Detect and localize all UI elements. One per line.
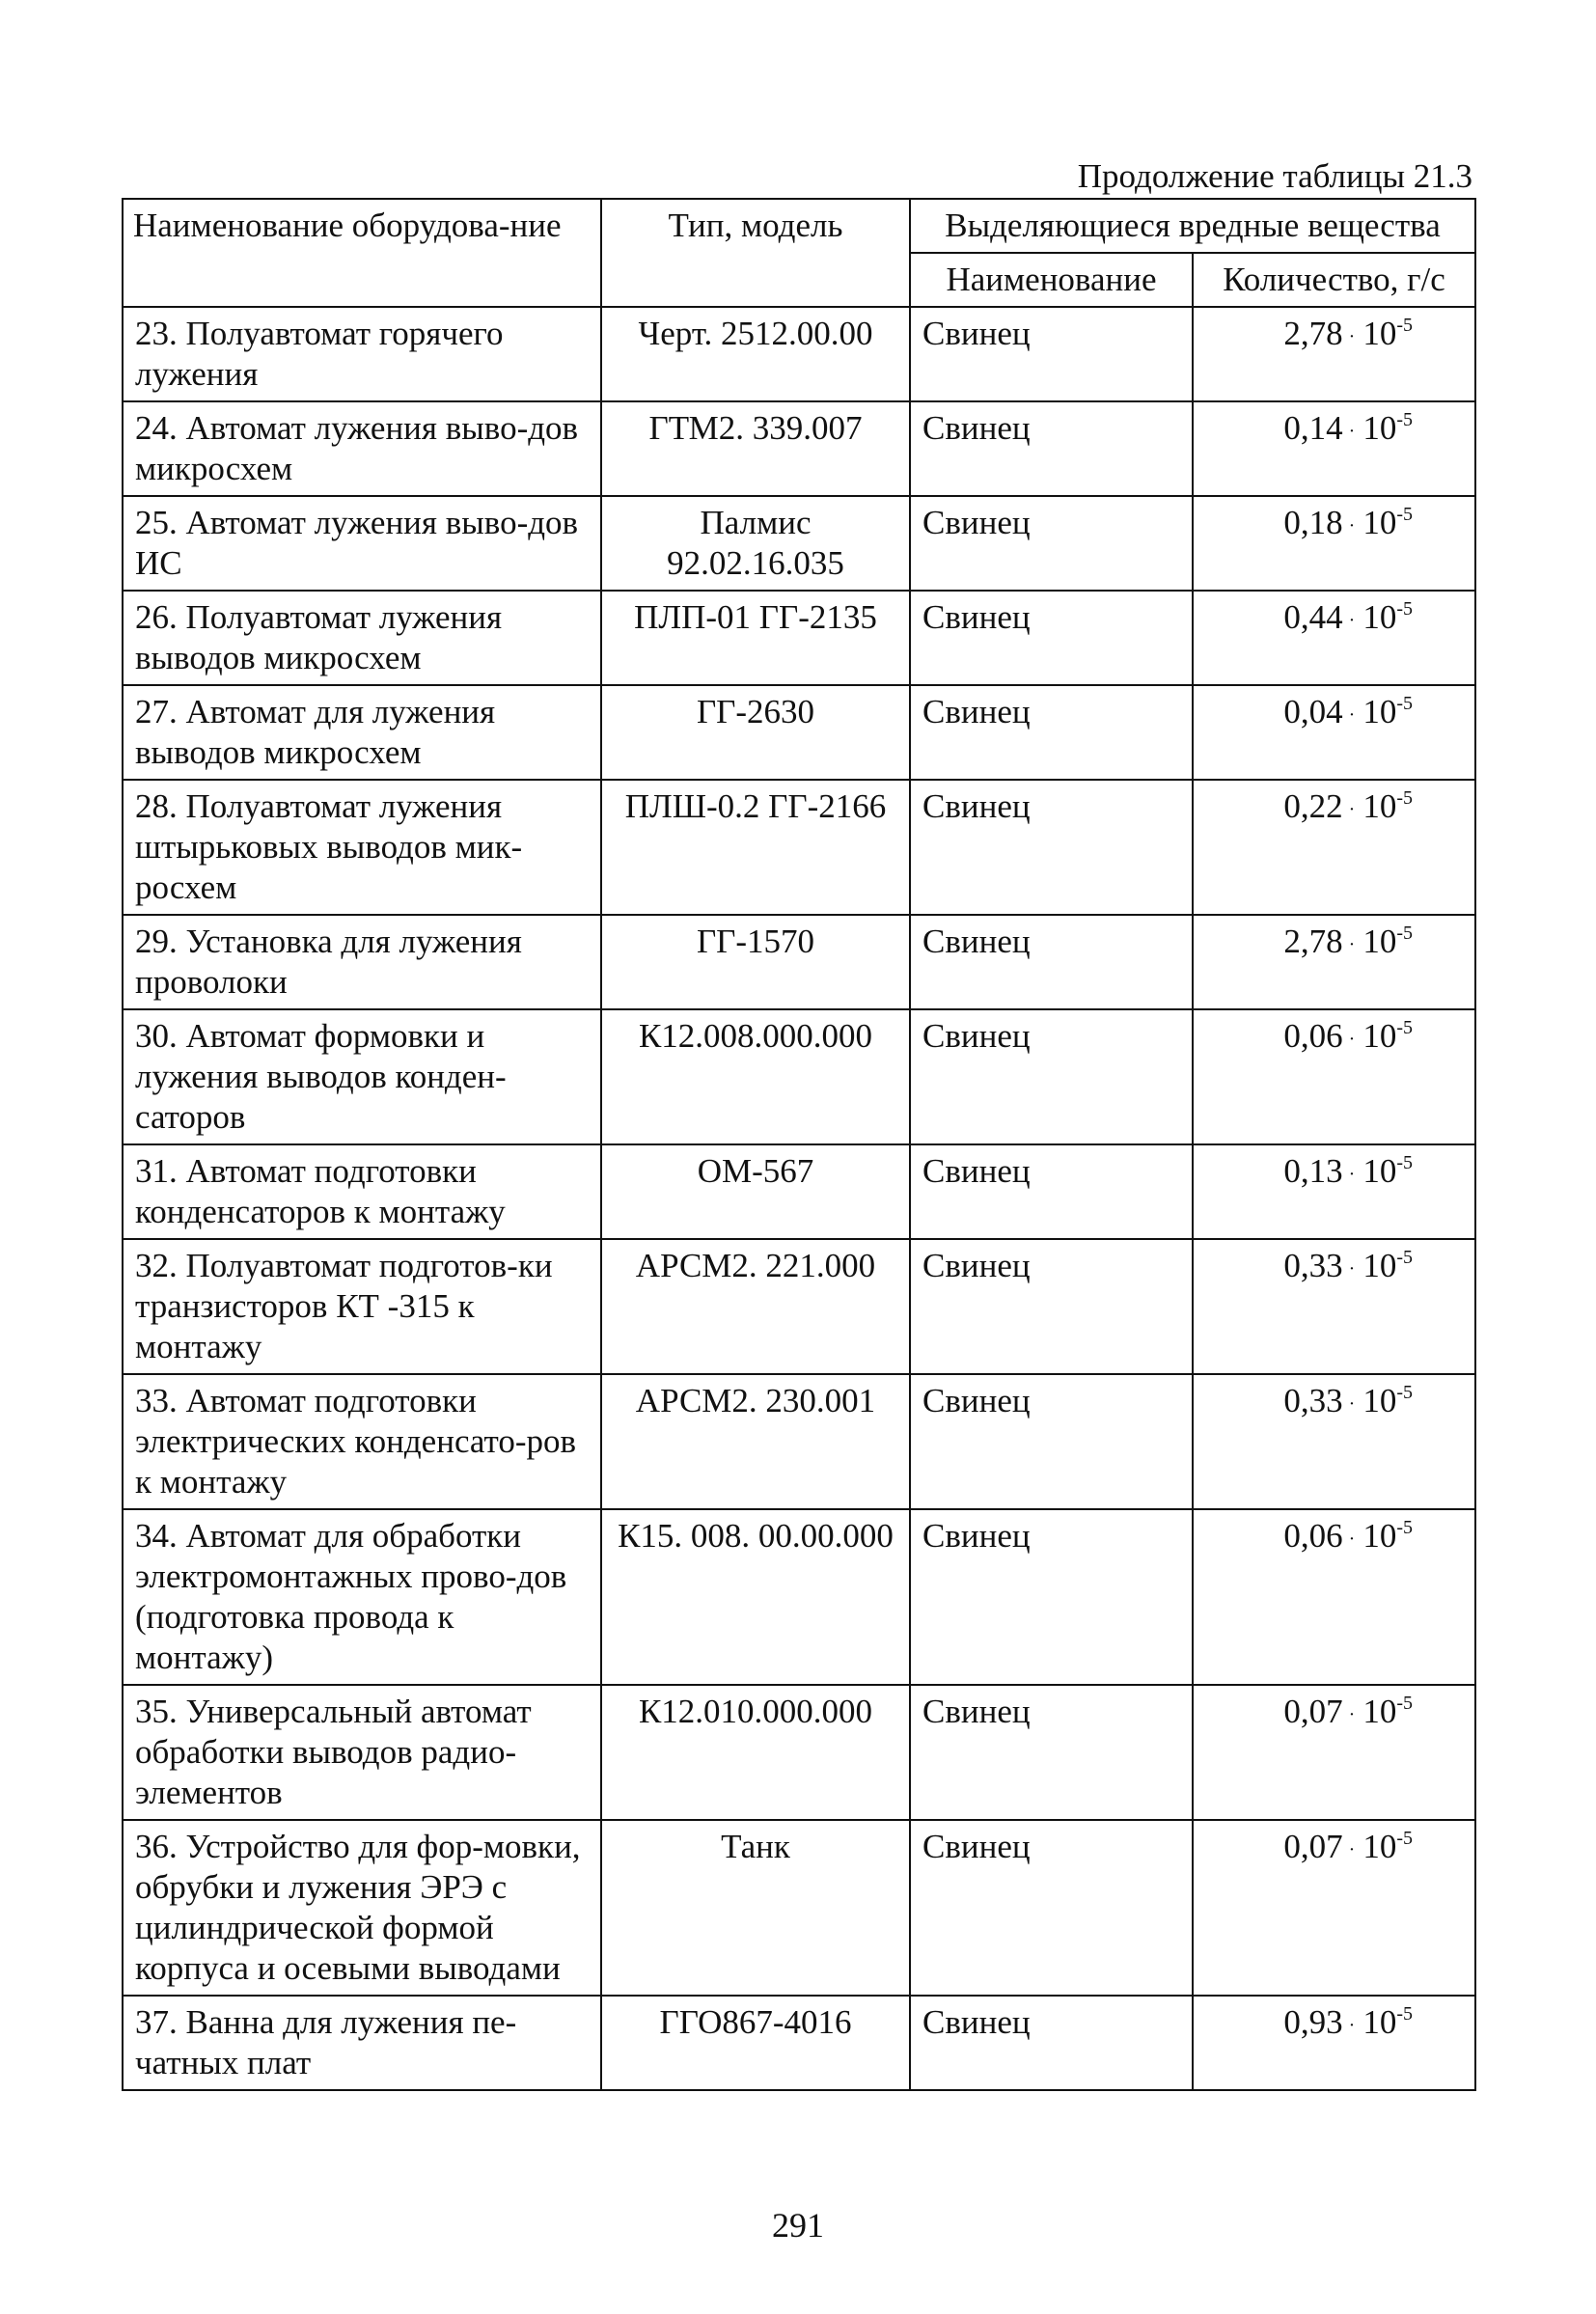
type-model-cell: АРСМ2. 221.000 (601, 1239, 910, 1374)
quantity-cell (1193, 401, 1475, 496)
power-base: 10 (1362, 1693, 1397, 1730)
power-exponent: -5 (1396, 598, 1413, 620)
quantity-cell (1193, 1144, 1475, 1239)
type-model-cell: ГГО867-4016 (601, 1996, 910, 2090)
table-row (123, 591, 1475, 685)
table-row (123, 1239, 1475, 1374)
table-row (123, 685, 1475, 780)
power-base: 10 (1362, 1247, 1397, 1284)
power-base: 10 (1362, 1828, 1397, 1865)
table-row (123, 1996, 1475, 2090)
substance-name-cell: Свинец (910, 1996, 1193, 2090)
equipment-name-cell: 35. Универсальный автомат обработки выводов радио-элементов (123, 1685, 601, 1820)
substance-name-cell: Свинец (910, 307, 1193, 401)
table-row (123, 1374, 1475, 1509)
equipment-name-cell: 37. Ванна для лужения пе-чатных плат (123, 1996, 601, 2090)
quantity-value: 0,04 (1283, 693, 1343, 730)
header-quantity: Количество, г/с (1193, 253, 1475, 307)
quantity-cell (1193, 1685, 1475, 1820)
quantity-cell (1193, 496, 1475, 591)
power-exponent: -5 (1396, 1693, 1413, 1714)
quantity-cell (1193, 1374, 1475, 1509)
type-model-cell: К12.010.000.000 (601, 1685, 910, 1820)
multiply-dot: · (1348, 514, 1356, 537)
power-base: 10 (1362, 923, 1397, 960)
equipment-name-cell: 31. Автомат подготовки конденсаторов к монтажу (123, 1144, 601, 1239)
type-model-cell: ПЛП-01 ГГ-2135 (601, 591, 910, 685)
power-base: 10 (1362, 598, 1397, 636)
quantity-value: 0,14 (1283, 409, 1343, 447)
power-base: 10 (1362, 2003, 1397, 2041)
equipment-name-cell: 25. Автомат лужения выво-дов ИС (123, 496, 601, 591)
type-model-cell: ПЛШ-0.2 ГГ-2166 (601, 780, 910, 915)
equipment-name-cell: 28. Полуавтомат лужения штырьковых выводов мик-росхем (123, 780, 601, 915)
substance-name-cell: Свинец (910, 496, 1193, 591)
power-base: 10 (1362, 504, 1397, 541)
quantity-cell (1193, 1009, 1475, 1144)
power-exponent: -5 (1396, 1247, 1413, 1268)
power-base: 10 (1362, 693, 1397, 730)
table-row (123, 1009, 1475, 1144)
power-exponent: -5 (1396, 1517, 1413, 1538)
substance-name-cell: Свинец (910, 1009, 1193, 1144)
power-base: 10 (1362, 787, 1397, 825)
quantity-cell (1193, 1820, 1475, 1996)
page-number: 291 (772, 2206, 824, 2245)
quantity-cell (1193, 1239, 1475, 1374)
table-row (123, 1144, 1475, 1239)
power-exponent: -5 (1396, 1382, 1413, 1403)
table-row (123, 1820, 1475, 1996)
power-exponent: -5 (1396, 1828, 1413, 1849)
header-equipment-name: Наименование оборудова-ние (123, 199, 601, 307)
power-exponent: -5 (1396, 315, 1413, 336)
quantity-value: 2,78 (1283, 315, 1343, 352)
substance-name-cell: Свинец (910, 1820, 1193, 1996)
equipment-name-cell: 34. Автомат для обработки электромонтажных прово-дов (подготовка провода к монтажу) (123, 1509, 601, 1685)
power-exponent: -5 (1396, 409, 1413, 430)
multiply-dot: · (1348, 1838, 1356, 1860)
power-base: 10 (1362, 1017, 1397, 1055)
equipment-name-cell: 26. Полуавтомат лужения выводов микросхем (123, 591, 601, 685)
table-caption: Продолжение таблицы 21.3 (1077, 157, 1472, 195)
quantity-cell (1193, 591, 1475, 685)
quantity-value: 0,07 (1283, 1693, 1343, 1730)
power-exponent: -5 (1396, 693, 1413, 714)
equipment-name-cell: 29. Установка для лужения проволоки (123, 915, 601, 1009)
type-model-cell: ГТМ2. 339.007 (601, 401, 910, 496)
table-row (123, 780, 1475, 915)
table-row (123, 401, 1475, 496)
multiply-dot: · (1348, 933, 1356, 955)
multiply-dot: · (1348, 1528, 1356, 1550)
equipment-emissions-table (122, 198, 1476, 2091)
power-exponent: -5 (1396, 504, 1413, 525)
quantity-value: 2,78 (1283, 923, 1343, 960)
equipment-name-cell: 27. Автомат для лужения выводов микросхем (123, 685, 601, 780)
power-exponent: -5 (1396, 1017, 1413, 1038)
type-model-cell: Палмис 92.02.16.035 (601, 496, 910, 591)
power-base: 10 (1362, 1382, 1397, 1419)
quantity-cell (1193, 915, 1475, 1009)
type-model-cell: Черт. 2512.00.00 (601, 307, 910, 401)
header-row-1 (123, 199, 1475, 253)
equipment-name-cell: 23. Полуавтомат горячего лужения (123, 307, 601, 401)
multiply-dot: · (1348, 2014, 1356, 2036)
power-exponent: -5 (1396, 923, 1413, 944)
quantity-value: 0,07 (1283, 1828, 1343, 1865)
quantity-value: 0,22 (1283, 787, 1343, 825)
quantity-cell (1193, 780, 1475, 915)
multiply-dot: · (1348, 420, 1356, 442)
substance-name-cell: Свинец (910, 401, 1193, 496)
quantity-value: 0,33 (1283, 1382, 1343, 1419)
quantity-value: 0,06 (1283, 1517, 1343, 1555)
power-exponent: -5 (1396, 787, 1413, 809)
table-row (123, 307, 1475, 401)
header-type-model: Тип, модель (601, 199, 910, 307)
quantity-value: 0,06 (1283, 1017, 1343, 1055)
quantity-cell (1193, 685, 1475, 780)
power-exponent: -5 (1396, 2003, 1413, 2025)
type-model-cell: Танк (601, 1820, 910, 1996)
quantity-value: 0,33 (1283, 1247, 1343, 1284)
quantity-value: 0,93 (1283, 2003, 1343, 2041)
quantity-value: 0,13 (1283, 1152, 1343, 1190)
power-base: 10 (1362, 1152, 1397, 1190)
type-model-cell: К15. 008. 00.00.000 (601, 1509, 910, 1685)
table-body (123, 307, 1475, 2090)
equipment-name-cell: 24. Автомат лужения выво-дов микросхем (123, 401, 601, 496)
equipment-name-cell: 32. Полуавтомат подготов-ки транзисторов КТ -315 к монтажу (123, 1239, 601, 1374)
substance-name-cell: Свинец (910, 1239, 1193, 1374)
equipment-name-cell: 33. Автомат подготовки электрических конденсато-ров к монтажу (123, 1374, 601, 1509)
quantity-value: 0,18 (1283, 504, 1343, 541)
table-row (123, 915, 1475, 1009)
power-exponent: -5 (1396, 1152, 1413, 1173)
quantity-cell (1193, 307, 1475, 401)
substance-name-cell: Свинец (910, 685, 1193, 780)
table-header (123, 199, 1475, 307)
type-model-cell: ОМ-567 (601, 1144, 910, 1239)
multiply-dot: · (1348, 609, 1356, 631)
power-base: 10 (1362, 409, 1397, 447)
substance-name-cell: Свинец (910, 591, 1193, 685)
substance-name-cell: Свинец (910, 1685, 1193, 1820)
substance-name-cell: Свинец (910, 1509, 1193, 1685)
substance-name-cell: Свинец (910, 1374, 1193, 1509)
type-model-cell: АРСМ2. 230.001 (601, 1374, 910, 1509)
substance-name-cell: Свинец (910, 915, 1193, 1009)
substance-name-cell: Свинец (910, 1144, 1193, 1239)
header-substance-name: Наименование (910, 253, 1193, 307)
equipment-name-cell: 36. Устройство для фор-мовки, обрубки и лужения ЭРЭ с цилиндрической формой корпуса и осевыми выводами (123, 1820, 601, 1996)
table-row (123, 496, 1475, 591)
table-row (123, 1685, 1475, 1820)
quantity-cell (1193, 1996, 1475, 2090)
multiply-dot: · (1348, 325, 1356, 347)
type-model-cell: ГГ-1570 (601, 915, 910, 1009)
multiply-dot: · (1348, 798, 1356, 820)
multiply-dot: · (1348, 703, 1356, 726)
multiply-dot: · (1348, 1703, 1356, 1725)
multiply-dot: · (1348, 1392, 1356, 1415)
multiply-dot: · (1348, 1163, 1356, 1185)
quantity-cell (1193, 1509, 1475, 1685)
substance-name-cell: Свинец (910, 780, 1193, 915)
multiply-dot: · (1348, 1257, 1356, 1280)
quantity-value: 0,44 (1283, 598, 1343, 636)
header-harmful-substances: Выделяющиеся вредные вещества (910, 199, 1475, 253)
multiply-dot: · (1348, 1028, 1356, 1050)
type-model-cell: К12.008.000.000 (601, 1009, 910, 1144)
power-base: 10 (1362, 1517, 1397, 1555)
equipment-name-cell: 30. Автомат формовки и лужения выводов конден-саторов (123, 1009, 601, 1144)
power-base: 10 (1362, 315, 1397, 352)
type-model-cell: ГГ-2630 (601, 685, 910, 780)
table-row (123, 1509, 1475, 1685)
